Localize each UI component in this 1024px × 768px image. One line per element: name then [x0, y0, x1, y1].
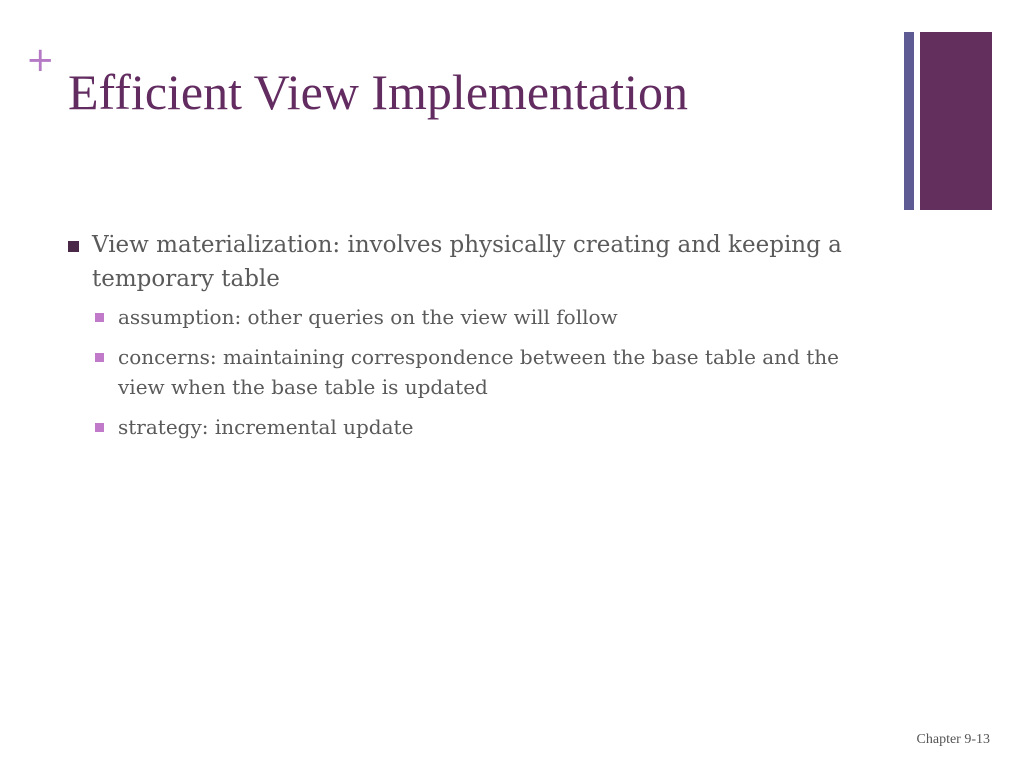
sub-bullet-text: strategy: incremental update: [118, 415, 414, 439]
sub-bullet-text: assumption: other queries on the view will follow: [118, 305, 618, 329]
bullet-text: View materialization: involves physically creating and keeping a temporary table: [92, 232, 842, 292]
square-bullet-icon: [68, 241, 79, 252]
square-bullet-icon: [95, 353, 104, 362]
sub-bullet-item: [118, 342, 876, 402]
bullet-item: [66, 228, 876, 296]
slide-footer: Chapter 9-13: [916, 732, 990, 747]
square-bullet-icon: [95, 423, 104, 432]
slide-title: Efficient View Implementation: [68, 64, 688, 120]
square-bullet-icon: [95, 313, 104, 322]
decorative-bar-thin: [904, 32, 914, 210]
sub-bullet-item: [118, 412, 876, 442]
plus-icon: +: [26, 40, 55, 80]
sub-bullet-text: concerns: maintaining correspondence between the base table and the view when the base table is updated: [118, 345, 839, 399]
sub-bullet-item: [118, 302, 876, 332]
decorative-bar-thick: [920, 32, 992, 210]
slide-content: [66, 228, 876, 442]
